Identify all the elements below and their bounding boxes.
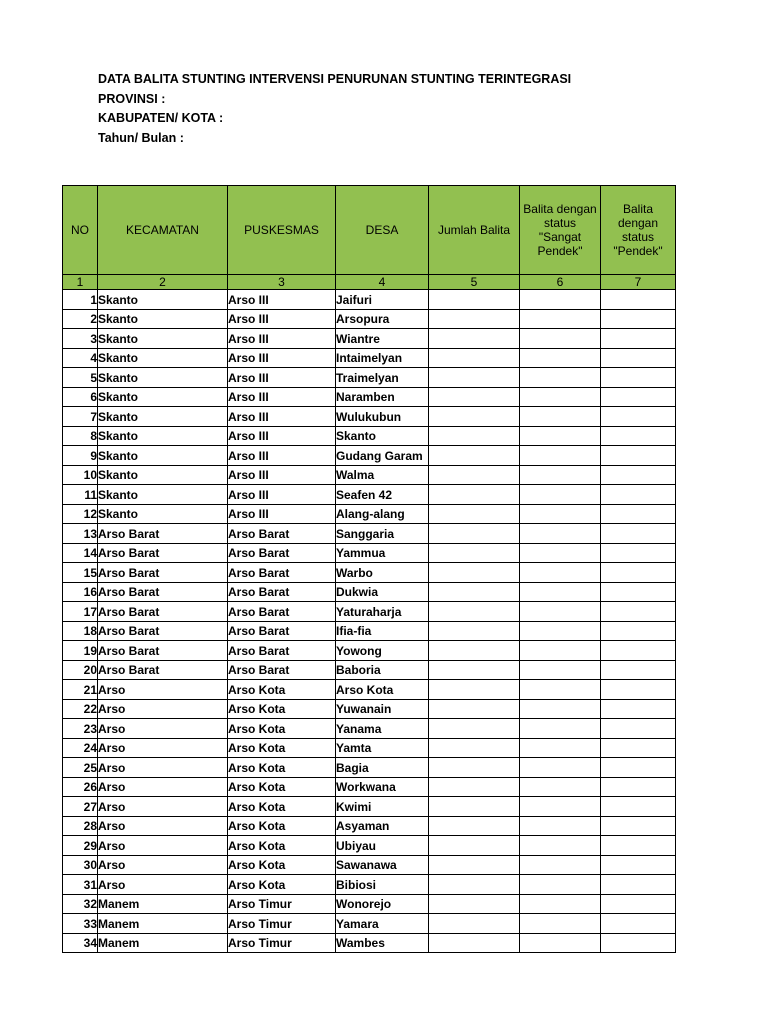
row-number-cell[interactable]: 6 [63, 387, 98, 407]
puskesmas-cell[interactable]: Arso III [228, 329, 336, 349]
desa-cell[interactable]: Sanggaria [336, 524, 429, 544]
sangat-pendek-cell[interactable] [520, 602, 601, 622]
table-row [63, 543, 676, 563]
desa-cell[interactable]: Yanama [336, 719, 429, 739]
jumlah-balita-cell[interactable] [429, 894, 520, 914]
desa-cell[interactable]: Yamara [336, 914, 429, 934]
puskesmas-cell[interactable]: Arso Timur [228, 894, 336, 914]
table-row [63, 680, 676, 700]
sangat-pendek-cell[interactable] [520, 914, 601, 934]
puskesmas-cell[interactable]: Arso III [228, 309, 336, 329]
row-number-cell[interactable]: 22 [63, 699, 98, 719]
pendek-cell[interactable] [601, 914, 676, 934]
row-number-cell[interactable]: 1 [63, 290, 98, 310]
jumlah-balita-cell[interactable] [429, 777, 520, 797]
table-body [63, 290, 676, 953]
puskesmas-cell[interactable]: Arso Kota [228, 816, 336, 836]
desa-cell[interactable]: Yammua [336, 543, 429, 563]
kecamatan-cell[interactable]: Arso [98, 855, 228, 875]
puskesmas-cell[interactable]: Arso Kota [228, 777, 336, 797]
sangat-pendek-cell[interactable] [520, 563, 601, 583]
pendek-cell[interactable] [601, 309, 676, 329]
table-row [63, 348, 676, 368]
kecamatan-cell[interactable]: Skanto [98, 368, 228, 388]
kecamatan-cell[interactable]: Arso Barat [98, 602, 228, 622]
puskesmas-cell[interactable]: Arso Kota [228, 738, 336, 758]
kecamatan-cell[interactable]: Manem [98, 933, 228, 953]
puskesmas-cell[interactable]: Arso Barat [228, 524, 336, 544]
sangat-pendek-cell[interactable] [520, 719, 601, 739]
kecamatan-cell[interactable]: Arso [98, 836, 228, 856]
jumlah-balita-cell[interactable] [429, 719, 520, 739]
col-header-jumlah-balita: Jumlah Balita [429, 186, 520, 275]
desa-cell[interactable]: Dukwia [336, 582, 429, 602]
jumlah-balita-cell[interactable] [429, 465, 520, 485]
desa-cell[interactable]: Wiantre [336, 329, 429, 349]
kecamatan-cell[interactable]: Arso [98, 680, 228, 700]
jumlah-balita-cell[interactable] [429, 407, 520, 427]
pendek-cell[interactable] [601, 465, 676, 485]
puskesmas-cell[interactable]: Arso III [228, 387, 336, 407]
jumlah-balita-cell[interactable] [429, 875, 520, 895]
pendek-cell[interactable] [601, 894, 676, 914]
sangat-pendek-cell[interactable] [520, 309, 601, 329]
puskesmas-cell[interactable]: Arso Kota [228, 758, 336, 778]
puskesmas-cell[interactable]: Arso III [228, 368, 336, 388]
pendek-cell[interactable] [601, 368, 676, 388]
jumlah-balita-cell[interactable] [429, 504, 520, 524]
column-number: 1 [63, 275, 98, 290]
desa-cell[interactable]: Bagia [336, 758, 429, 778]
desa-cell[interactable]: Ifia-fia [336, 621, 429, 641]
row-number-cell[interactable]: 30 [63, 855, 98, 875]
pendek-cell[interactable] [601, 582, 676, 602]
jumlah-balita-cell[interactable] [429, 368, 520, 388]
table-row [63, 407, 676, 427]
pendek-cell[interactable] [601, 504, 676, 524]
row-number-cell[interactable]: 25 [63, 758, 98, 778]
desa-cell[interactable]: Intaimelyan [336, 348, 429, 368]
row-number-cell[interactable]: 34 [63, 933, 98, 953]
desa-cell[interactable]: Skanto [336, 426, 429, 446]
kabupaten-label: KABUPATEN/ KOTA : [98, 111, 224, 125]
desa-cell[interactable]: Yamta [336, 738, 429, 758]
row-number-cell[interactable]: 33 [63, 914, 98, 934]
sangat-pendek-cell[interactable] [520, 290, 601, 310]
jumlah-balita-cell[interactable] [429, 758, 520, 778]
jumlah-balita-cell[interactable] [429, 855, 520, 875]
table-row [63, 504, 676, 524]
puskesmas-cell[interactable]: Arso Kota [228, 836, 336, 856]
desa-cell[interactable]: Workwana [336, 777, 429, 797]
puskesmas-cell[interactable]: Arso III [228, 407, 336, 427]
table-row [63, 563, 676, 583]
col-header-puskesmas: PUSKESMAS [228, 186, 336, 275]
puskesmas-cell[interactable]: Arso Kota [228, 719, 336, 739]
pendek-cell[interactable] [601, 524, 676, 544]
jumlah-balita-cell[interactable] [429, 582, 520, 602]
desa-cell[interactable]: Asyaman [336, 816, 429, 836]
pendek-cell[interactable] [601, 563, 676, 583]
sangat-pendek-cell[interactable] [520, 855, 601, 875]
row-number-cell[interactable]: 20 [63, 660, 98, 680]
row-number-cell[interactable]: 21 [63, 680, 98, 700]
document-header [98, 70, 571, 148]
jumlah-balita-cell[interactable] [429, 426, 520, 446]
pendek-cell[interactable] [601, 680, 676, 700]
sangat-pendek-cell[interactable] [520, 407, 601, 427]
provinsi-label: PROVINSI : [98, 91, 166, 106]
kecamatan-cell[interactable]: Manem [98, 894, 228, 914]
table-row [63, 758, 676, 778]
pendek-cell[interactable] [601, 816, 676, 836]
puskesmas-cell[interactable]: Arso Timur [228, 914, 336, 934]
puskesmas-cell[interactable]: Arso III [228, 446, 336, 466]
row-number-cell[interactable]: 10 [63, 465, 98, 485]
pendek-cell[interactable] [601, 797, 676, 817]
table-row [63, 797, 676, 817]
table-row [63, 836, 676, 856]
desa-cell[interactable]: Alang-alang [336, 504, 429, 524]
puskesmas-cell[interactable]: Arso Kota [228, 797, 336, 817]
desa-cell[interactable]: Walma [336, 465, 429, 485]
sangat-pendek-cell[interactable] [520, 699, 601, 719]
row-number-cell[interactable]: 13 [63, 524, 98, 544]
kecamatan-cell[interactable]: Skanto [98, 329, 228, 349]
puskesmas-cell[interactable]: Arso Barat [228, 582, 336, 602]
table-row [63, 914, 676, 934]
pendek-cell[interactable] [601, 719, 676, 739]
table-row [63, 446, 676, 466]
column-number: 7 [601, 275, 676, 290]
row-number-cell[interactable]: 4 [63, 348, 98, 368]
row-number-cell[interactable]: 9 [63, 446, 98, 466]
pendek-cell[interactable] [601, 875, 676, 895]
desa-cell[interactable]: Yuwanain [336, 699, 429, 719]
sangat-pendek-cell[interactable] [520, 582, 601, 602]
col-header-pendek: Balita dengan status "Pendek" [601, 186, 676, 275]
desa-cell[interactable]: Jaifuri [336, 290, 429, 310]
table-row [63, 621, 676, 641]
desa-cell[interactable]: Ubiyau [336, 836, 429, 856]
column-header-row [63, 186, 676, 275]
sangat-pendek-cell[interactable] [520, 641, 601, 661]
row-number-cell[interactable]: 19 [63, 641, 98, 661]
row-number-cell[interactable]: 8 [63, 426, 98, 446]
puskesmas-cell[interactable]: Arso Kota [228, 680, 336, 700]
col-header-sangat-pendek: Balita dengan status "Sangat Pendek" [520, 186, 601, 275]
col-header-desa: DESA [336, 186, 429, 275]
desa-cell[interactable]: Sawanawa [336, 855, 429, 875]
kecamatan-cell[interactable]: Skanto [98, 348, 228, 368]
pendek-cell[interactable] [601, 836, 676, 856]
jumlah-balita-cell[interactable] [429, 387, 520, 407]
jumlah-balita-cell[interactable] [429, 290, 520, 310]
sangat-pendek-cell[interactable] [520, 368, 601, 388]
jumlah-balita-cell[interactable] [429, 797, 520, 817]
jumlah-balita-cell[interactable] [429, 680, 520, 700]
sangat-pendek-cell[interactable] [520, 836, 601, 856]
jumlah-balita-cell[interactable] [429, 563, 520, 583]
puskesmas-cell[interactable]: Arso Kota [228, 875, 336, 895]
desa-cell[interactable]: Naramben [336, 387, 429, 407]
kecamatan-cell[interactable]: Arso Barat [98, 660, 228, 680]
table-row [63, 329, 676, 349]
row-number-cell[interactable]: 16 [63, 582, 98, 602]
sangat-pendek-cell[interactable] [520, 426, 601, 446]
table-row [63, 290, 676, 310]
sangat-pendek-cell[interactable] [520, 485, 601, 505]
kecamatan-cell[interactable]: Arso Barat [98, 543, 228, 563]
sangat-pendek-cell[interactable] [520, 465, 601, 485]
table-row [63, 368, 676, 388]
table-row [63, 816, 676, 836]
table-row [63, 855, 676, 875]
kecamatan-cell[interactable]: Arso [98, 875, 228, 895]
sangat-pendek-cell[interactable] [520, 777, 601, 797]
pendek-cell[interactable] [601, 660, 676, 680]
table-row [63, 933, 676, 953]
table-row [63, 426, 676, 446]
row-number-cell[interactable]: 29 [63, 836, 98, 856]
sangat-pendek-cell[interactable] [520, 329, 601, 349]
column-number-row [63, 275, 676, 290]
puskesmas-cell[interactable]: Arso III [228, 504, 336, 524]
row-number-cell[interactable]: 3 [63, 329, 98, 349]
kecamatan-cell[interactable]: Skanto [98, 465, 228, 485]
kecamatan-cell[interactable]: Arso Barat [98, 582, 228, 602]
jumlah-balita-cell[interactable] [429, 446, 520, 466]
pendek-cell[interactable] [601, 777, 676, 797]
kecamatan-cell[interactable]: Manem [98, 914, 228, 934]
table-row [63, 485, 676, 505]
desa-cell[interactable]: Yaturaharja [336, 602, 429, 622]
tahun-bulan-label: Tahun/ Bulan : [98, 130, 184, 145]
row-number-cell[interactable]: 32 [63, 894, 98, 914]
kecamatan-cell[interactable]: Arso [98, 699, 228, 719]
sangat-pendek-cell[interactable] [520, 621, 601, 641]
sangat-pendek-cell[interactable] [520, 680, 601, 700]
row-number-cell[interactable]: 27 [63, 797, 98, 817]
column-number: 4 [336, 275, 429, 290]
stunting-table [62, 185, 676, 953]
table-row [63, 387, 676, 407]
pendek-cell[interactable] [601, 699, 676, 719]
puskesmas-cell[interactable]: Arso Timur [228, 933, 336, 953]
puskesmas-cell[interactable]: Arso Barat [228, 563, 336, 583]
jumlah-balita-cell[interactable] [429, 348, 520, 368]
desa-cell[interactable]: Arso Kota [336, 680, 429, 700]
jumlah-balita-cell[interactable] [429, 933, 520, 953]
sangat-pendek-cell[interactable] [520, 524, 601, 544]
desa-cell[interactable]: Traimelyan [336, 368, 429, 388]
jumlah-balita-cell[interactable] [429, 524, 520, 544]
puskesmas-cell[interactable]: Arso Barat [228, 660, 336, 680]
sangat-pendek-cell[interactable] [520, 816, 601, 836]
sangat-pendek-cell[interactable] [520, 797, 601, 817]
row-number-cell[interactable]: 24 [63, 738, 98, 758]
sangat-pendek-cell[interactable] [520, 875, 601, 895]
sangat-pendek-cell[interactable] [520, 758, 601, 778]
document-title: DATA BALITA STUNTING INTERVENSI PENURUNAN STUNTING TERINTEGRASI [98, 72, 572, 86]
kecamatan-cell[interactable]: Skanto [98, 485, 228, 505]
kecamatan-cell[interactable]: Arso [98, 719, 228, 739]
desa-cell[interactable]: Gudang Garam [336, 446, 429, 466]
puskesmas-cell[interactable]: Arso Kota [228, 855, 336, 875]
kecamatan-cell[interactable]: Arso Barat [98, 524, 228, 544]
pendek-cell[interactable] [601, 407, 676, 427]
jumlah-balita-cell[interactable] [429, 816, 520, 836]
sangat-pendek-cell[interactable] [520, 446, 601, 466]
desa-cell[interactable]: Kwimi [336, 797, 429, 817]
row-number-cell[interactable]: 7 [63, 407, 98, 427]
row-number-cell[interactable]: 14 [63, 543, 98, 563]
jumlah-balita-cell[interactable] [429, 329, 520, 349]
table-row [63, 777, 676, 797]
desa-cell[interactable]: Baboria [336, 660, 429, 680]
puskesmas-cell[interactable]: Arso Barat [228, 641, 336, 661]
pendek-cell[interactable] [601, 641, 676, 661]
desa-cell[interactable]: Warbo [336, 563, 429, 583]
kecamatan-cell[interactable]: Arso [98, 816, 228, 836]
pendek-cell[interactable] [601, 446, 676, 466]
table-row [63, 660, 676, 680]
kecamatan-cell[interactable]: Arso [98, 797, 228, 817]
pendek-cell[interactable] [601, 426, 676, 446]
row-number-cell[interactable]: 17 [63, 602, 98, 622]
table-row [63, 602, 676, 622]
kecamatan-cell[interactable]: Arso Barat [98, 641, 228, 661]
column-number: 5 [429, 275, 520, 290]
jumlah-balita-cell[interactable] [429, 699, 520, 719]
kecamatan-cell[interactable]: Arso [98, 777, 228, 797]
pendek-cell[interactable] [601, 758, 676, 778]
table-row [63, 875, 676, 895]
puskesmas-cell[interactable]: Arso III [228, 485, 336, 505]
kecamatan-cell[interactable]: Skanto [98, 446, 228, 466]
jumlah-balita-cell[interactable] [429, 836, 520, 856]
puskesmas-cell[interactable]: Arso Barat [228, 543, 336, 563]
row-number-cell[interactable]: 28 [63, 816, 98, 836]
pendek-cell[interactable] [601, 855, 676, 875]
jumlah-balita-cell[interactable] [429, 914, 520, 934]
col-header-no: NO [63, 186, 98, 275]
row-number-cell[interactable]: 23 [63, 719, 98, 739]
puskesmas-cell[interactable]: Arso Barat [228, 602, 336, 622]
column-number: 2 [98, 275, 228, 290]
pendek-cell[interactable] [601, 602, 676, 622]
desa-cell[interactable]: Wonorejo [336, 894, 429, 914]
puskesmas-cell[interactable]: Arso III [228, 290, 336, 310]
jumlah-balita-cell[interactable] [429, 602, 520, 622]
desa-cell[interactable]: Yowong [336, 641, 429, 661]
sangat-pendek-cell[interactable] [520, 504, 601, 524]
table-row [63, 738, 676, 758]
sangat-pendek-cell[interactable] [520, 894, 601, 914]
jumlah-balita-cell[interactable] [429, 485, 520, 505]
col-header-kecamatan: KECAMATAN [98, 186, 228, 275]
table-row [63, 465, 676, 485]
kecamatan-cell[interactable]: Skanto [98, 426, 228, 446]
desa-cell[interactable]: Arsopura [336, 309, 429, 329]
row-number-cell[interactable]: 31 [63, 875, 98, 895]
sangat-pendek-cell[interactable] [520, 738, 601, 758]
pendek-cell[interactable] [601, 738, 676, 758]
puskesmas-cell[interactable]: Arso III [228, 465, 336, 485]
pendek-cell[interactable] [601, 543, 676, 563]
table-row [63, 309, 676, 329]
column-number: 3 [228, 275, 336, 290]
puskesmas-cell[interactable]: Arso III [228, 426, 336, 446]
jumlah-balita-cell[interactable] [429, 309, 520, 329]
row-number-cell[interactable]: 12 [63, 504, 98, 524]
table-row [63, 894, 676, 914]
kecamatan-cell[interactable]: Arso Barat [98, 563, 228, 583]
kecamatan-cell[interactable]: Skanto [98, 387, 228, 407]
row-number-cell[interactable]: 2 [63, 309, 98, 329]
sangat-pendek-cell[interactable] [520, 543, 601, 563]
pendek-cell[interactable] [601, 485, 676, 505]
kecamatan-cell[interactable]: Arso [98, 738, 228, 758]
desa-cell[interactable]: Bibiosi [336, 875, 429, 895]
desa-cell[interactable]: Seafen 42 [336, 485, 429, 505]
table-row [63, 719, 676, 739]
desa-cell[interactable]: Wambes [336, 933, 429, 953]
pendek-cell[interactable] [601, 329, 676, 349]
sangat-pendek-cell[interactable] [520, 660, 601, 680]
row-number-cell[interactable]: 11 [63, 485, 98, 505]
table-row [63, 582, 676, 602]
row-number-cell[interactable]: 5 [63, 368, 98, 388]
puskesmas-cell[interactable]: Arso III [228, 348, 336, 368]
kecamatan-cell[interactable]: Skanto [98, 309, 228, 329]
puskesmas-cell[interactable]: Arso Kota [228, 699, 336, 719]
kecamatan-cell[interactable]: Arso Barat [98, 621, 228, 641]
kecamatan-cell[interactable]: Skanto [98, 504, 228, 524]
pendek-cell[interactable] [601, 290, 676, 310]
kecamatan-cell[interactable]: Arso [98, 758, 228, 778]
table-row [63, 641, 676, 661]
column-number: 6 [520, 275, 601, 290]
kecamatan-cell[interactable]: Skanto [98, 290, 228, 310]
kecamatan-cell[interactable]: Skanto [98, 407, 228, 427]
sangat-pendek-cell[interactable] [520, 387, 601, 407]
table-row [63, 699, 676, 719]
jumlah-balita-cell[interactable] [429, 621, 520, 641]
pendek-cell[interactable] [601, 933, 676, 953]
row-number-cell[interactable]: 26 [63, 777, 98, 797]
jumlah-balita-cell[interactable] [429, 543, 520, 563]
table-row [63, 524, 676, 544]
jumlah-balita-cell[interactable] [429, 738, 520, 758]
pendek-cell[interactable] [601, 348, 676, 368]
puskesmas-cell[interactable]: Arso Barat [228, 621, 336, 641]
pendek-cell[interactable] [601, 387, 676, 407]
row-number-cell[interactable]: 15 [63, 563, 98, 583]
pendek-cell[interactable] [601, 621, 676, 641]
jumlah-balita-cell[interactable] [429, 641, 520, 661]
desa-cell[interactable]: Wulukubun [336, 407, 429, 427]
row-number-cell[interactable]: 18 [63, 621, 98, 641]
sangat-pendek-cell[interactable] [520, 933, 601, 953]
sangat-pendek-cell[interactable] [520, 348, 601, 368]
jumlah-balita-cell[interactable] [429, 660, 520, 680]
